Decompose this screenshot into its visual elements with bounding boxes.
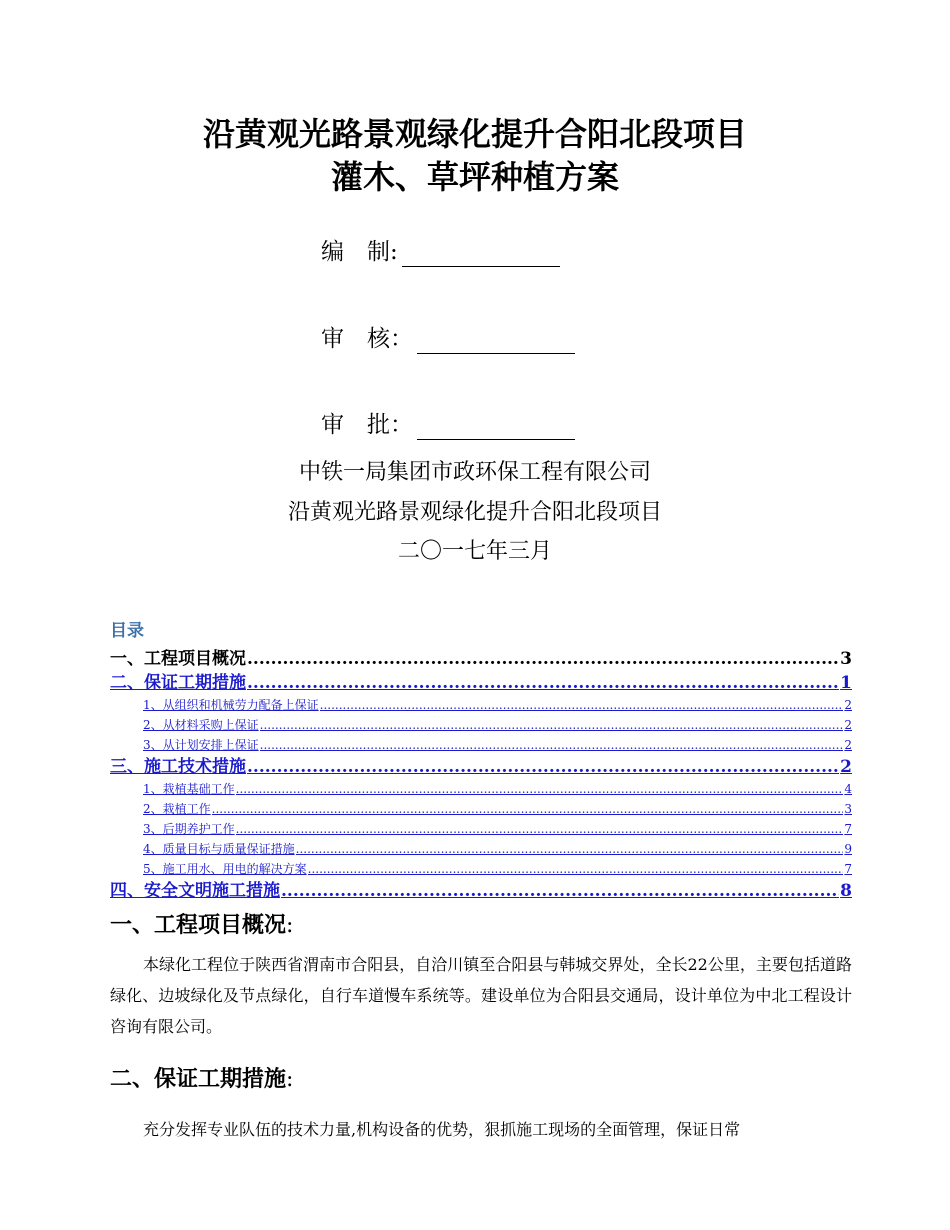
document-title-line1: 沿黄观光路景观绿化提升合阳北段项目 (202, 115, 747, 153)
toc-entry-text: 三、施工技术措施 (110, 757, 246, 777)
toc-entry-text: 2、栽植工作 (143, 802, 211, 816)
company-name: 中铁一局集团市政环保工程有限公司 (298, 460, 651, 485)
toc-entry[interactable] (110, 779, 852, 799)
toc-entry-text: 2、从材料采购上保证 (143, 718, 259, 732)
toc-entry-text: 二、保证工期措施 (110, 673, 246, 693)
section-heading-text: 一、工程项目概况 (110, 913, 287, 938)
section-heading-colon: : (286, 913, 294, 938)
toc-entry-text: 四、安全文明施工措施 (110, 881, 280, 901)
toc-leader (236, 819, 844, 839)
toc-entry-page: 4 (844, 782, 852, 796)
toc-entry-page: 3 (840, 649, 852, 669)
toc-entry-page: 2 (840, 757, 852, 777)
toc-entry[interactable] (110, 859, 852, 879)
review-label: 审 核： (321, 326, 413, 352)
toc-entry-page: 2 (844, 738, 852, 752)
approve-signoff (321, 410, 575, 440)
toc-leader (260, 735, 844, 755)
section-heading-schedule (110, 1065, 293, 1095)
approve-signature-line (417, 415, 575, 440)
overview-paragraph: 本绿化工程位于陕西省渭南市合阳县，自洽川镇至合阳县与韩城交界处，全长22公里，主要包括道路绿化、边坡绿化及节点绿化，自行车道慢车系统等。建设单位为合阳县交通局，设计单位为中北工程设计咨询有限公司。 (110, 955, 852, 1036)
toc-entry[interactable] (110, 879, 852, 903)
compile-signoff (321, 237, 560, 267)
toc-entry-page: 8 (840, 881, 852, 901)
compile-signature-line (402, 242, 560, 267)
toc-entry-text: 一、工程项目概况 (110, 649, 246, 669)
compile-label: 编 制: (321, 239, 398, 265)
toc-entry[interactable] (110, 735, 852, 755)
toc-leader (320, 695, 844, 715)
toc-entry-text: 1、栽植基础工作 (143, 782, 235, 796)
toc-leader (247, 671, 839, 695)
toc-leader (247, 647, 839, 671)
section-heading-text: 二、保证工期措施 (110, 1067, 287, 1092)
toc-heading: 目录 (110, 621, 144, 641)
approve-label: 审 批： (321, 412, 413, 438)
toc-entry-page: 2 (844, 698, 852, 712)
document-date: 二〇一七年三月 (397, 539, 552, 564)
section-heading-overview (110, 911, 293, 941)
toc-entry[interactable] (110, 695, 852, 715)
toc-leader (236, 779, 844, 799)
section-heading-colon: : (286, 1067, 294, 1092)
toc-entry[interactable] (110, 647, 852, 671)
toc-leader (212, 799, 844, 819)
project-name: 沿黄观光路景观绿化提升合阳北段项目 (287, 500, 662, 525)
toc-entry-text: 3、从计划安排上保证 (143, 738, 259, 752)
toc-entry-text: 5、施工用水、用电的解决方案 (143, 862, 307, 876)
toc-leader (296, 839, 844, 859)
review-signature-line (417, 329, 575, 354)
toc-entry[interactable] (110, 839, 852, 859)
toc-leader (281, 879, 839, 903)
toc-entry-page: 9 (844, 842, 852, 856)
toc-entry-text: 4、质量目标与质量保证措施 (143, 842, 295, 856)
review-signoff (321, 324, 575, 354)
toc-entry[interactable] (110, 755, 852, 779)
toc-entry[interactable] (110, 671, 852, 695)
toc-leader (260, 715, 844, 735)
toc-entry-page: 1 (840, 673, 852, 693)
document-title-line2: 灌木、草坪种植方案 (330, 158, 619, 196)
toc-entry-page: 7 (844, 822, 852, 836)
toc-entry[interactable] (110, 799, 852, 819)
toc-entry-page: 2 (844, 718, 852, 732)
toc-entry-text: 3、后期养护工作 (143, 822, 235, 836)
toc-entry-text: 1、从组织和机械劳力配备上保证 (143, 698, 319, 712)
schedule-paragraph: 充分发挥专业队伍的技术力量,机构设备的优势，狠抓施工现场的全面管理，保证日常 (143, 1120, 741, 1139)
table-of-contents (110, 647, 852, 903)
toc-entry[interactable] (110, 819, 852, 839)
toc-leader (308, 859, 844, 879)
toc-entry[interactable] (110, 715, 852, 735)
toc-entry-page: 3 (844, 802, 852, 816)
toc-leader (247, 755, 839, 779)
toc-entry-page: 7 (844, 862, 852, 876)
